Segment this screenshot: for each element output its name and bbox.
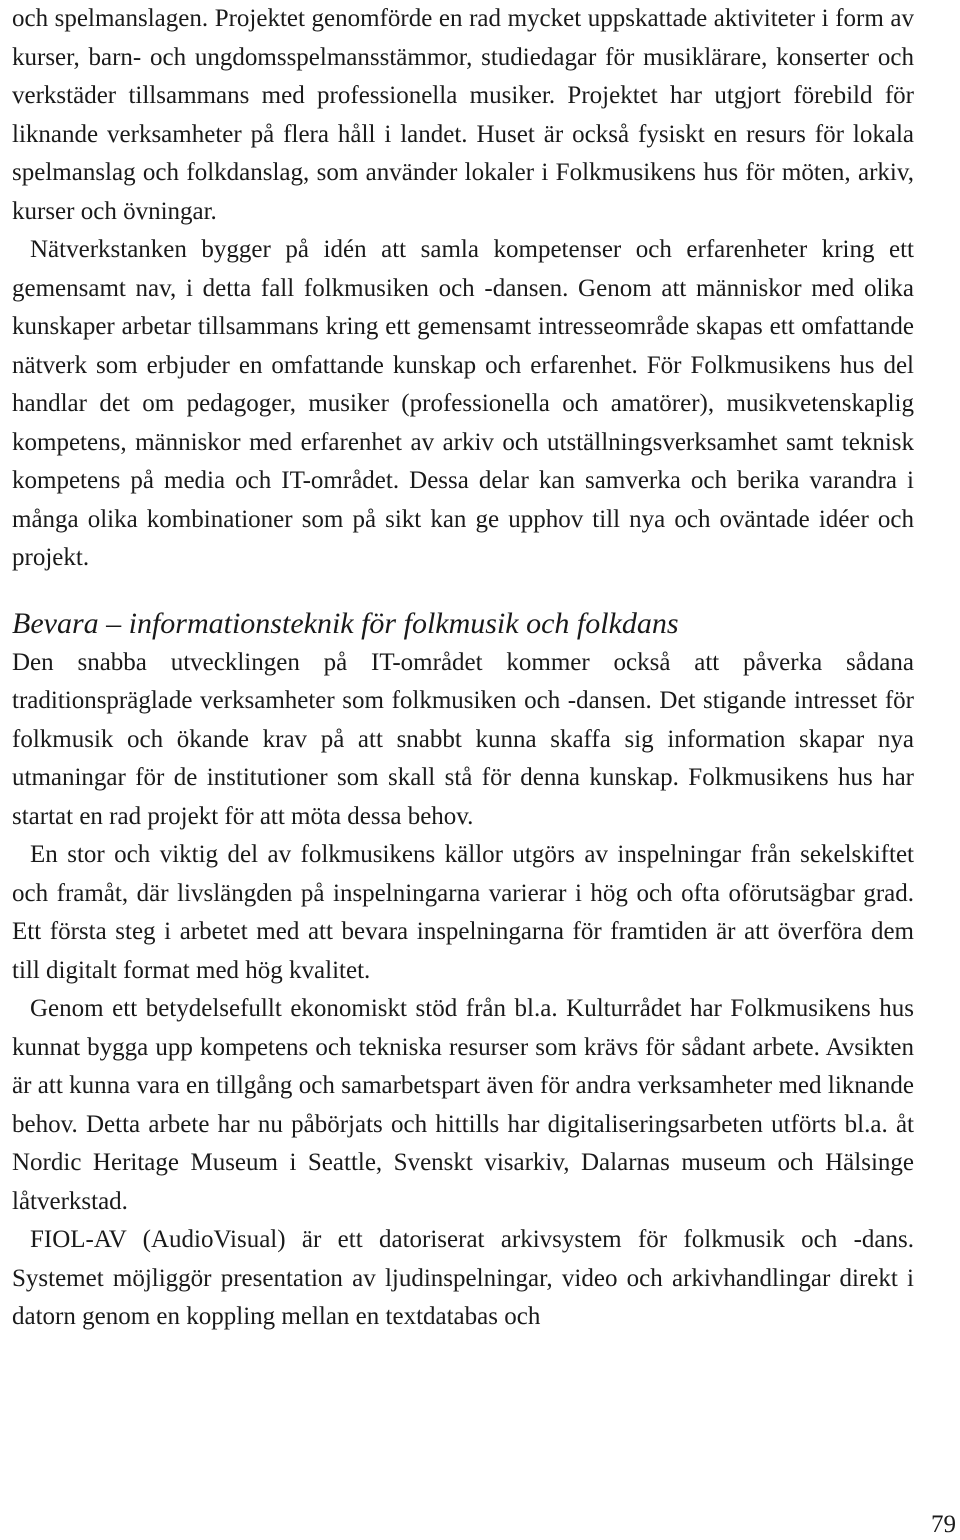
section-heading: Bevara – informationsteknik för folkmusik och folkdans: [12, 606, 679, 640]
body-paragraph-1: och spelmanslagen. Projektet genomförde en rad mycket uppskattade aktiviteter i form av kurser, barn- och ungdomsspelmansstämmor, studiedagar för musiklärare, konserter och verkstäder tillsammans med professionella musiker. Projektet har utgjort förebild för liknande verksamheter på flera håll i landet. Huset är också fysiskt en resurs för lokala spelmanslag och folkdanslag, som använder lokaler i Folkmusikens hus för möten, arkiv, kurser och övningar.: [12, 5, 914, 225]
page-number: 79: [931, 1511, 956, 1538]
body-paragraph-4: En stor och viktig del av folkmusikens källor utgörs av inspelningar från sekelskiftet och framåt, där livslängden på inspelningarna varierar i hög och ofta oförutsägbar grad. Ett första steg i arbetet med att bevara inspelningarna för framtiden är att överföra dem till digitalt format med hög kvalitet.: [12, 841, 914, 984]
body-paragraph-5: Genom ett betydelsefullt ekonomiskt stöd från bl.a. Kulturrådet har Folkmusikens hus kunnat bygga upp kompetens och tekniska resurser som krävs för sådant arbete. Avsikten är att kunna vara en tillgång och samarbetspart även för andra verksamheter med liknande behov. Detta arbete har nu påbörjats och hittills har digitaliseringsarbeten utförts bl.a. åt Nordic Heritage Museum i Seattle, Svenskt visarkiv, Dalarnas museum och Hälsinge låtverkstad.: [12, 995, 914, 1215]
body-paragraph-3: Den snabba utvecklingen på IT-området kommer också att påverka sådana traditionspräglade verksamheter som folkmusiken och -dansen. Det stigande intresset för folkmusik och ökande krav på att snabbt kunna skaffa sig information skapar nya utmaningar för de institutioner som skall stå för denna kunskap. Folkmusikens hus har startat en rad projekt för att möta dessa behov.: [12, 648, 914, 830]
body-paragraph-2: Nätverkstanken bygger på idén att samla kompetenser och erfarenheter kring ett gemensamt nav, i detta fall folkmusiken och -dansen. Genom att människor med olika kunskaper arbetar tillsammans kring ett gemensamt intresseområde skapas ett omfattande nätverk som erbjuder en omfattande kunskap och erfarenhet. För Folkmusikens hus del handlar det om pedagoger, musiker (professionella och amatörer), musikvetenskaplig kompetens, människor med erfarenhet av arkiv och utställningsverksamhet samt teknisk kompetens på media och IT-området. Dessa delar kan samverka och berika varandra i många olika kombinationer som på sikt kan ge upphov till nya och oväntade idéer och projekt.: [12, 236, 914, 571]
body-paragraph-6: FIOL-AV (AudioVisual) är ett datoriserat arkivsystem för folkmusik och -dans. Systemet möjliggör presentation av ljudinspelningar, video och arkivhandlingar direkt i datorn genom en koppling mellan en textdatabas och: [12, 1226, 914, 1330]
document-page: [12, 0, 914, 1337]
